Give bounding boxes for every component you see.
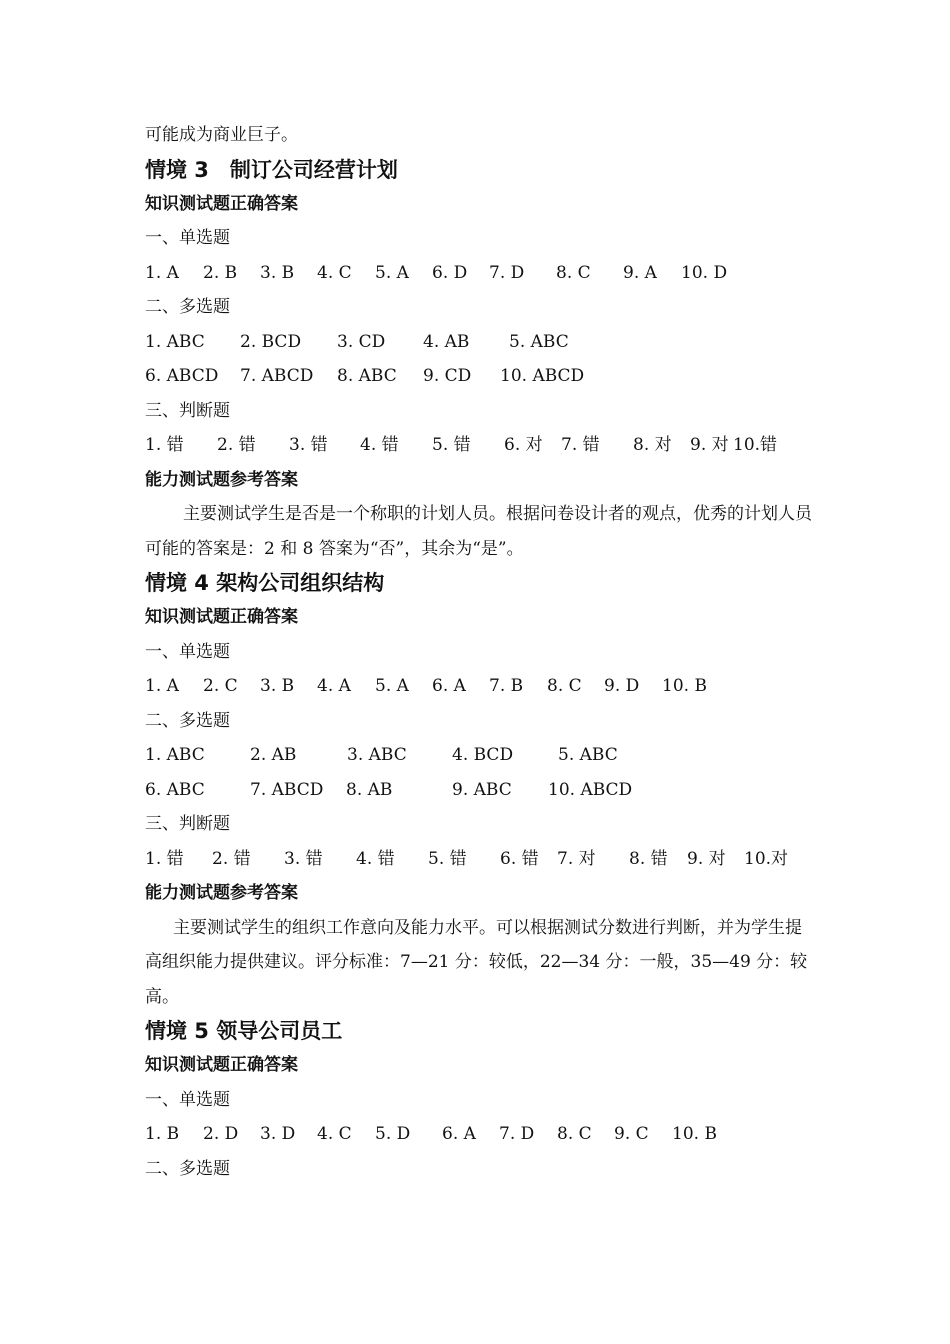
section-4-ability-heading: 能力测试题参考答案 (145, 883, 298, 903)
answer: 9. D (604, 676, 640, 696)
answer: 2. D (203, 1124, 239, 1144)
section-4-multi-heading: 二、多选题 (145, 710, 230, 731)
answer: 6. D (432, 262, 468, 283)
answer: 7. ABCD (250, 779, 324, 800)
answer: 8. ABC (337, 366, 397, 386)
answer: 5. ABC (509, 331, 569, 352)
answer: 4. 错 (360, 435, 399, 455)
answer: 3. B (260, 676, 295, 696)
answer: 2. 错 (212, 848, 251, 869)
section-3-ability-text: 主要测试学生是否是一个称职的计划人员。根据问卷设计者的观点，优秀的计划人员可能的答案是：2 和 8 答案为“否”，其余为“是”。 (145, 504, 812, 559)
answer: 9. 对 (690, 435, 729, 455)
answer: 5. 错 (432, 435, 471, 455)
section-4-multi-answers-row1 (145, 738, 815, 773)
answer: 1. A (145, 262, 179, 283)
section-4-knowledge-heading: 知识测试题正确答案 (145, 607, 298, 627)
answer: 4. BCD (452, 745, 514, 765)
answer: 1. A (145, 676, 179, 696)
answer: 8. 错 (629, 848, 668, 869)
answer: 8. C (557, 1124, 592, 1144)
section-4-single-answers (145, 669, 815, 704)
answer: 9. CD (423, 366, 472, 386)
answer: 2. AB (250, 745, 297, 765)
section-4-single-heading: 一、单选题 (145, 641, 230, 662)
answer: 3. 错 (284, 848, 323, 869)
section-5-knowledge-heading: 知识测试题正确答案 (145, 1055, 298, 1075)
answer: 5. D (375, 1124, 411, 1144)
section-3-multi-heading: 二、多选题 (145, 297, 230, 317)
answer: 6. A (442, 1124, 476, 1144)
answer: 1. 错 (145, 435, 184, 455)
section-3-judge-answers (145, 428, 815, 463)
answer: 8. AB (346, 779, 393, 800)
answer: 7. 对 (557, 848, 596, 869)
answer: 10. B (662, 676, 707, 696)
section-4-multi-answers-row2 (145, 773, 815, 808)
section-5-title: 情境 5 领导公司员工 (145, 1019, 343, 1043)
section-5-single-heading: 一、单选题 (145, 1089, 230, 1110)
document-page (145, 118, 815, 1186)
answer: 4. AB (423, 331, 470, 352)
answer: 3. B (260, 262, 295, 283)
answer: 6. A (432, 676, 466, 696)
answer: 10.错 (733, 435, 778, 455)
section-3-knowledge-heading: 知识测试题正确答案 (145, 193, 298, 214)
answer: 3. D (260, 1124, 296, 1144)
section-5-single-answers (145, 1117, 815, 1152)
answer: 8. C (556, 262, 591, 283)
answer: 1. 错 (145, 848, 184, 869)
section-3-single-heading: 一、单选题 (145, 228, 230, 248)
answer: 2. B (203, 262, 238, 283)
answer: 9. ABC (452, 779, 512, 800)
answer: 4. 错 (356, 848, 395, 869)
section-3-single-answers (145, 256, 815, 291)
answer: 6. ABCD (145, 366, 219, 386)
answer: 6. 错 (500, 848, 539, 869)
section-3-judge-heading: 三、判断题 (145, 400, 230, 421)
section-3-multi-answers-row2 (145, 359, 815, 394)
answer: 4. C (317, 262, 352, 283)
intro-tail-text: 可能成为商业巨子。 (145, 125, 298, 145)
section-5-multi-heading: 二、多选题 (145, 1158, 230, 1179)
answer: 5. ABC (558, 745, 618, 765)
answer: 10. ABCD (500, 366, 585, 386)
answer: 6. ABC (145, 779, 205, 800)
answer: 7. B (489, 676, 524, 696)
answer: 4. C (317, 1124, 352, 1144)
section-3-title: 情境 3 制订公司经营计划 (145, 157, 398, 182)
answer: 8. 对 (633, 435, 672, 455)
section-4-judge-heading: 三、判断题 (145, 814, 230, 834)
answer: 9. 对 (687, 848, 726, 869)
answer: 2. 错 (217, 435, 256, 455)
answer: 1. ABC (145, 745, 205, 765)
answer: 10. D (681, 262, 728, 283)
answer: 7. ABCD (240, 366, 314, 386)
section-4-ability-text: 主要测试学生的组织工作意向及能力水平。可以根据测试分数进行判断，并为学生提高组织能力提供建议。评分标准：7—21 分：较低，22—34 分：一般，35—49 分：较高。 (145, 917, 808, 1007)
answer: 4. A (317, 676, 351, 696)
answer: 6. 对 (504, 435, 543, 455)
section-3-ability-heading: 能力测试题参考答案 (145, 469, 298, 490)
answer: 3. CD (337, 331, 386, 352)
answer: 7. 错 (561, 435, 600, 455)
answer: 7. D (499, 1124, 535, 1144)
answer: 7. D (489, 262, 525, 283)
answer: 2. BCD (240, 331, 302, 352)
section-3-multi-answers-row1 (145, 325, 815, 360)
answer: 1. ABC (145, 331, 205, 352)
answer: 9. A (623, 262, 657, 283)
answer: 5. A (375, 676, 409, 696)
answer: 5. A (375, 262, 409, 283)
answer: 3. ABC (347, 745, 407, 765)
section-4-title: 情境 4 架构公司组织结构 (145, 571, 385, 595)
answer: 10. B (672, 1124, 717, 1144)
answer: 2. C (203, 676, 238, 696)
answer: 10.对 (744, 848, 789, 869)
answer: 9. C (614, 1124, 649, 1144)
answer: 10. ABCD (548, 779, 633, 800)
section-4-judge-answers (145, 842, 815, 877)
answer: 3. 错 (289, 435, 328, 455)
answer: 1. B (145, 1124, 180, 1144)
answer: 5. 错 (428, 848, 467, 869)
answer: 8. C (547, 676, 582, 696)
